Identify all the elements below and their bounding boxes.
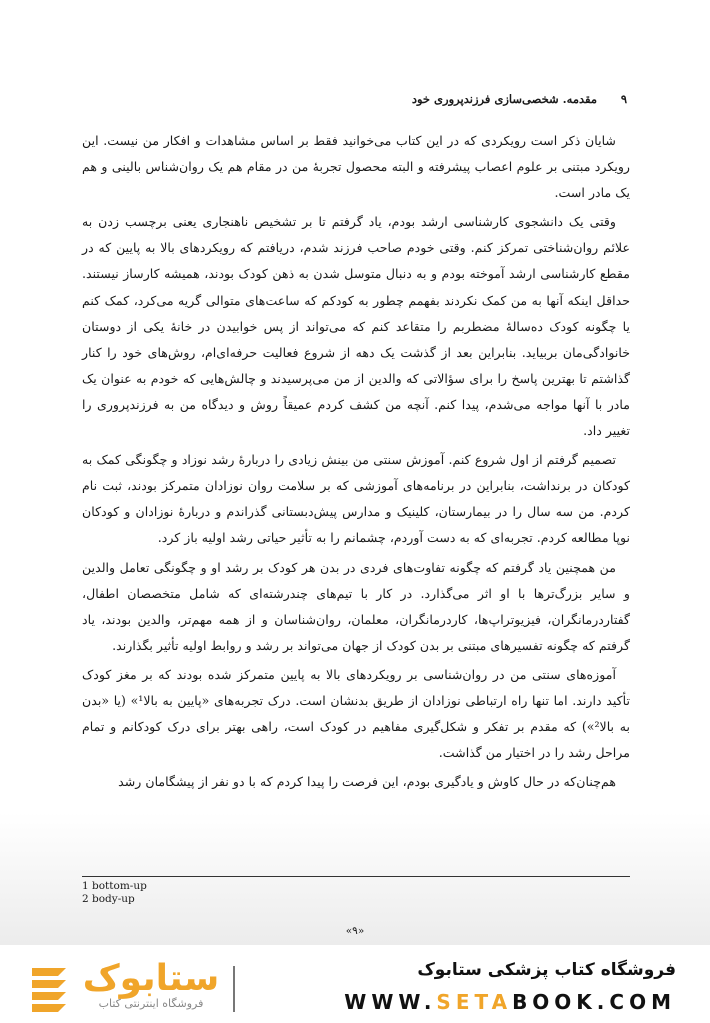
body-text — [82, 128, 630, 795]
logo-wordmark: ستابوک — [82, 958, 220, 999]
footnotes — [82, 880, 382, 906]
footnote-divider — [82, 876, 630, 877]
logo-tagline: فروشگاه اینترنتی کتاب — [98, 997, 204, 1010]
footer-page-number: «۹» — [345, 925, 365, 937]
paragraph: آموزه‌های سنتی من در روان‌شناسی بر رویکردهای بالا به پایین متمرکز شده بودند که بر مغز کودک تأکید دارند. اما تنها راه ارتباطی نوزادان از طریق بدنشان است. درک تجربه‌های «پایین به بالا¹» (یا «بدن به بالا²») که مقدم بر تفکر و شکل‌گیری مفاهیم در کودک است، راهی بهتر برای درک کودکانم و تمام مراحل رشد را در اختیار من گذاشت. — [82, 666, 630, 761]
paragraph: شایان ذکر است رویکردی که در این کتاب می‌خوانید فقط بر اساس مشاهدات و افکار من نیست. این رویکرد مبتنی بر علوم اعصاب پیشرفته و البته محصول تجربهٔ من در مقام هم یک روان‌شناس بالینی و هم یک مادر است. — [82, 133, 630, 201]
setabook-logo[interactable] — [28, 958, 276, 1018]
paragraph: من همچنین یاد گرفتم که چگونه تفاوت‌های فردی در بدن هر کودک بر رشد او و چگونگی تعامل والدین و سایر بزرگ‌ترها با او اثر می‌گذارد. در کار با تیم‌های چندرشته‌ای که شامل متخصصان اطفال، گفتاردرمانگران، فیزیوتراپ‌ها، کاردرمانگران، معلمان، روان‌شناسان و از همه مهم‌تر، والدین بودند، یاد گرفتم که چگونه تفسیرهای مبتنی بر بدن کودک از جهان می‌تواند بر رشد و روابط اولیه تأثیر بگذارند. — [82, 559, 630, 653]
url-suffix: BOOK.COM — [512, 990, 676, 1014]
store-name: فروشگاه کتاب پزشکی ستابوک — [417, 960, 676, 980]
url-accent: SETA — [436, 990, 513, 1014]
paragraph: وقتی یک دانشجوی کارشناسی ارشد بودم، یاد گرفتم تا بر تشخیص ناهنجاری یعنی برچسب زدن به علائم روان‌شناختی تمرکز کنم. وقتی خودم صاحب فرزند شدم، دریافتم که رویکردهای بالا به پایین که در مقطع کارشناسی ارشد آموخته بودم و به دنبال متوسل شدن به ذهن کودک بودند، همیشه کارساز نیستند. حداقل اینکه آنها به من کمک نکردند بفهمم چطور به کودکم که ساعت‌های متوالی گریه می‌کرد، کمک کنم یا چگونه کودک ده‌سالهٔ مضطربم را متقاعد کنم که می‌تواند از پس خوابیدن در خانهٔ یکی از دوستان خانوادگی‌مان بربیاید. بنابراین بعد از گذشت یک دهه از شروع فعالیت حرفه‌ای‌ام، روش‌های خود را کنار گذاشتم تا بهترین پاسخ را برای سؤالاتی که والدین از من می‌پرسیدند و چالش‌هایی که خودم به عنوان یک مادر با آنها مواجه می‌شدم، پیدا کنم. آنچه من کشف کردم عمیقاً روش و دیدگاه من به فرزندپروری را تغییر داد. — [82, 214, 630, 439]
paragraph: هم‌چنان‌که در حال کاوش و یادگیری بودم، این فرصت را پیدا کردم که با دو نفر از پیشگامان رشد — [118, 774, 616, 790]
footnote: 2 body-up — [82, 893, 135, 905]
logo-divider — [233, 966, 235, 1012]
header-page-number: ۹ — [620, 92, 627, 106]
header-chapter-title: مقدمه. شخصی‌سازی فرزندپروری خود — [411, 92, 597, 106]
books-icon — [28, 962, 70, 1012]
url-prefix: WWW. — [344, 990, 437, 1014]
footnote: 1 bottom-up — [82, 880, 147, 892]
store-url[interactable] — [344, 990, 676, 1014]
paragraph: تصمیم گرفتم از اول شروع کنم. آموزش سنتی من بینش زیادی را دربارهٔ رشد نوزاد و چگونگی کمک به کودکان در برنداشت، بنابراین در برنامه‌های آموزشی که بر سلامت روان نوزادان متمرکز بودند، ثبت نام کردم. من سه سال را در بیمارستان، کلینیک و مدارس پیش‌دبستانی گذراندم و دربارهٔ نوزادان و کودکان نوپا مطالعه کردم. تجربه‌ای که به دست آوردم، چشمانم را به تأثیر حیاتی رشد اولیه باز کرد. — [82, 452, 630, 546]
running-header — [82, 92, 627, 112]
store-banner — [0, 945, 710, 1023]
